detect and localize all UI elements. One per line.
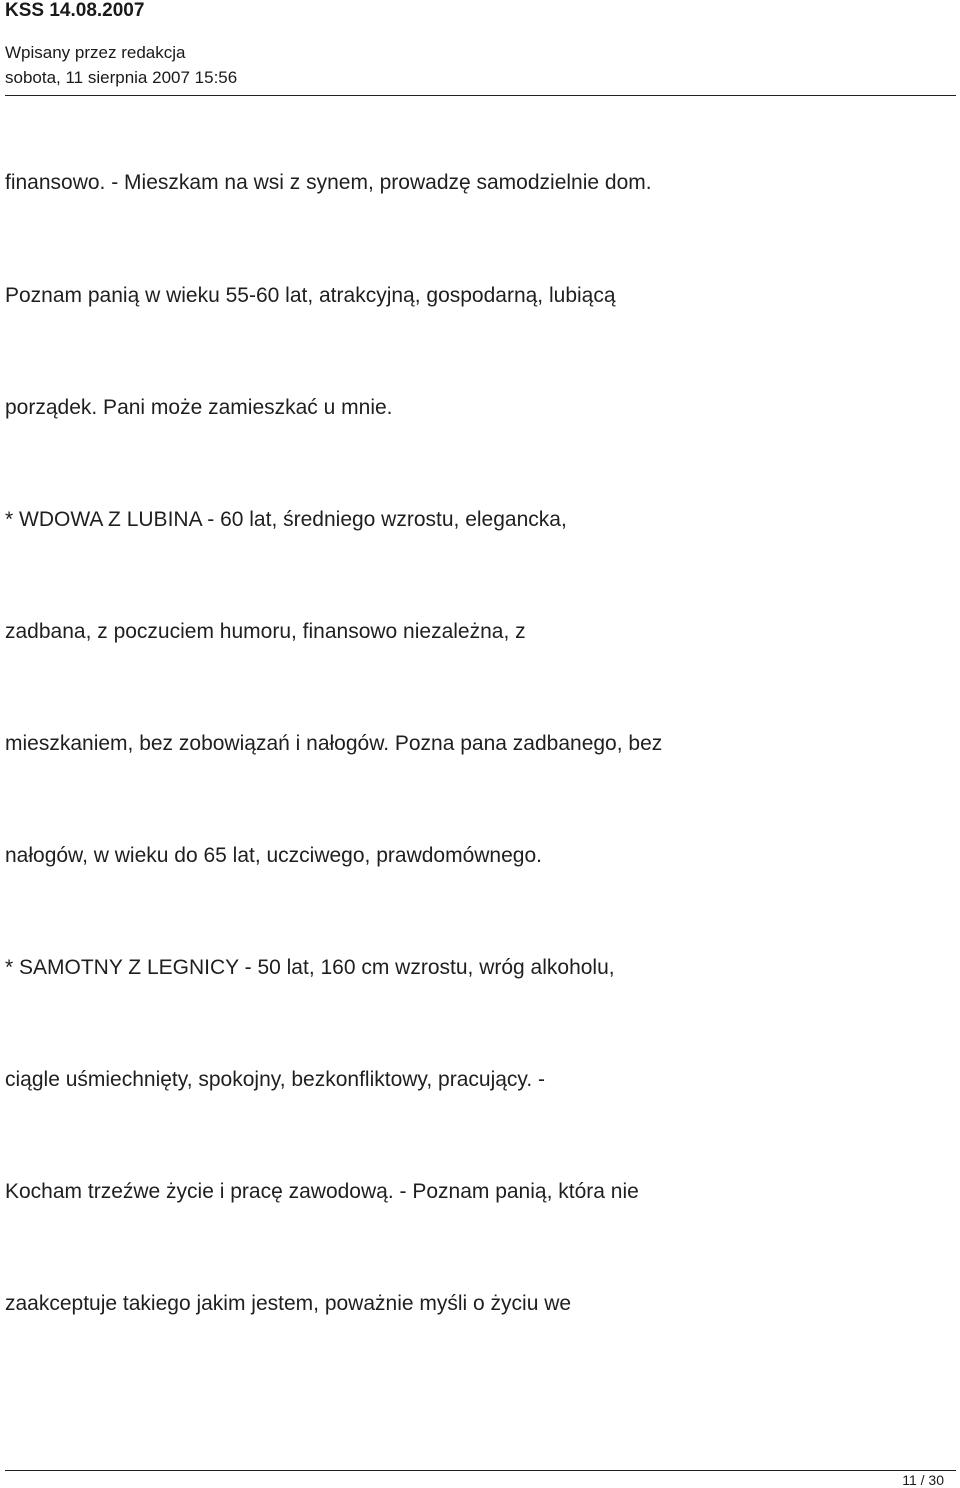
text-line: zadbana, z poczuciem humoru, finansowo niezależna, z xyxy=(5,620,526,643)
header-divider xyxy=(5,95,956,96)
document-title: KSS 14.08.2007 xyxy=(5,0,145,21)
footer-divider xyxy=(5,1470,956,1471)
author-line: Wpisany przez redakcja xyxy=(5,43,186,62)
text-line: nałogów, w wieku do 65 lat, uczciwego, prawdomównego. xyxy=(5,844,542,867)
text-line: porządek. Pani może zamieszkać u mnie. xyxy=(5,396,393,419)
text-line: Kocham trzeźwe życie i pracę zawodową. - Poznam panią, która nie xyxy=(5,1180,639,1203)
text-line: Poznam panią w wieku 55-60 lat, atrakcyjną, gospodarną, lubiącą xyxy=(5,284,616,307)
text-line: ciągle uśmiechnięty, spokojny, bezkonfliktowy, pracujący. - xyxy=(5,1068,546,1091)
text-line: finansowo. - Mieszkam na wsi z synem, prowadzę samodzielnie dom. xyxy=(5,171,652,194)
text-line: * SAMOTNY Z LEGNICY - 50 lat, 160 cm wzrostu, wróg alkoholu, xyxy=(5,956,615,979)
text-line: zaakceptuje takiego jakim jestem, poważnie myśli o życiu we xyxy=(5,1292,572,1315)
text-line: * WDOWA Z LUBINA - 60 lat, średniego wzrostu, elegancka, xyxy=(5,508,567,531)
publish-date: sobota, 11 sierpnia 2007 15:56 xyxy=(5,68,238,87)
text-line: mieszkaniem, bez zobowiązań i nałogów. Pozna pana zadbanego, bez xyxy=(5,732,663,755)
page-number: 11 / 30 xyxy=(902,1472,944,1488)
